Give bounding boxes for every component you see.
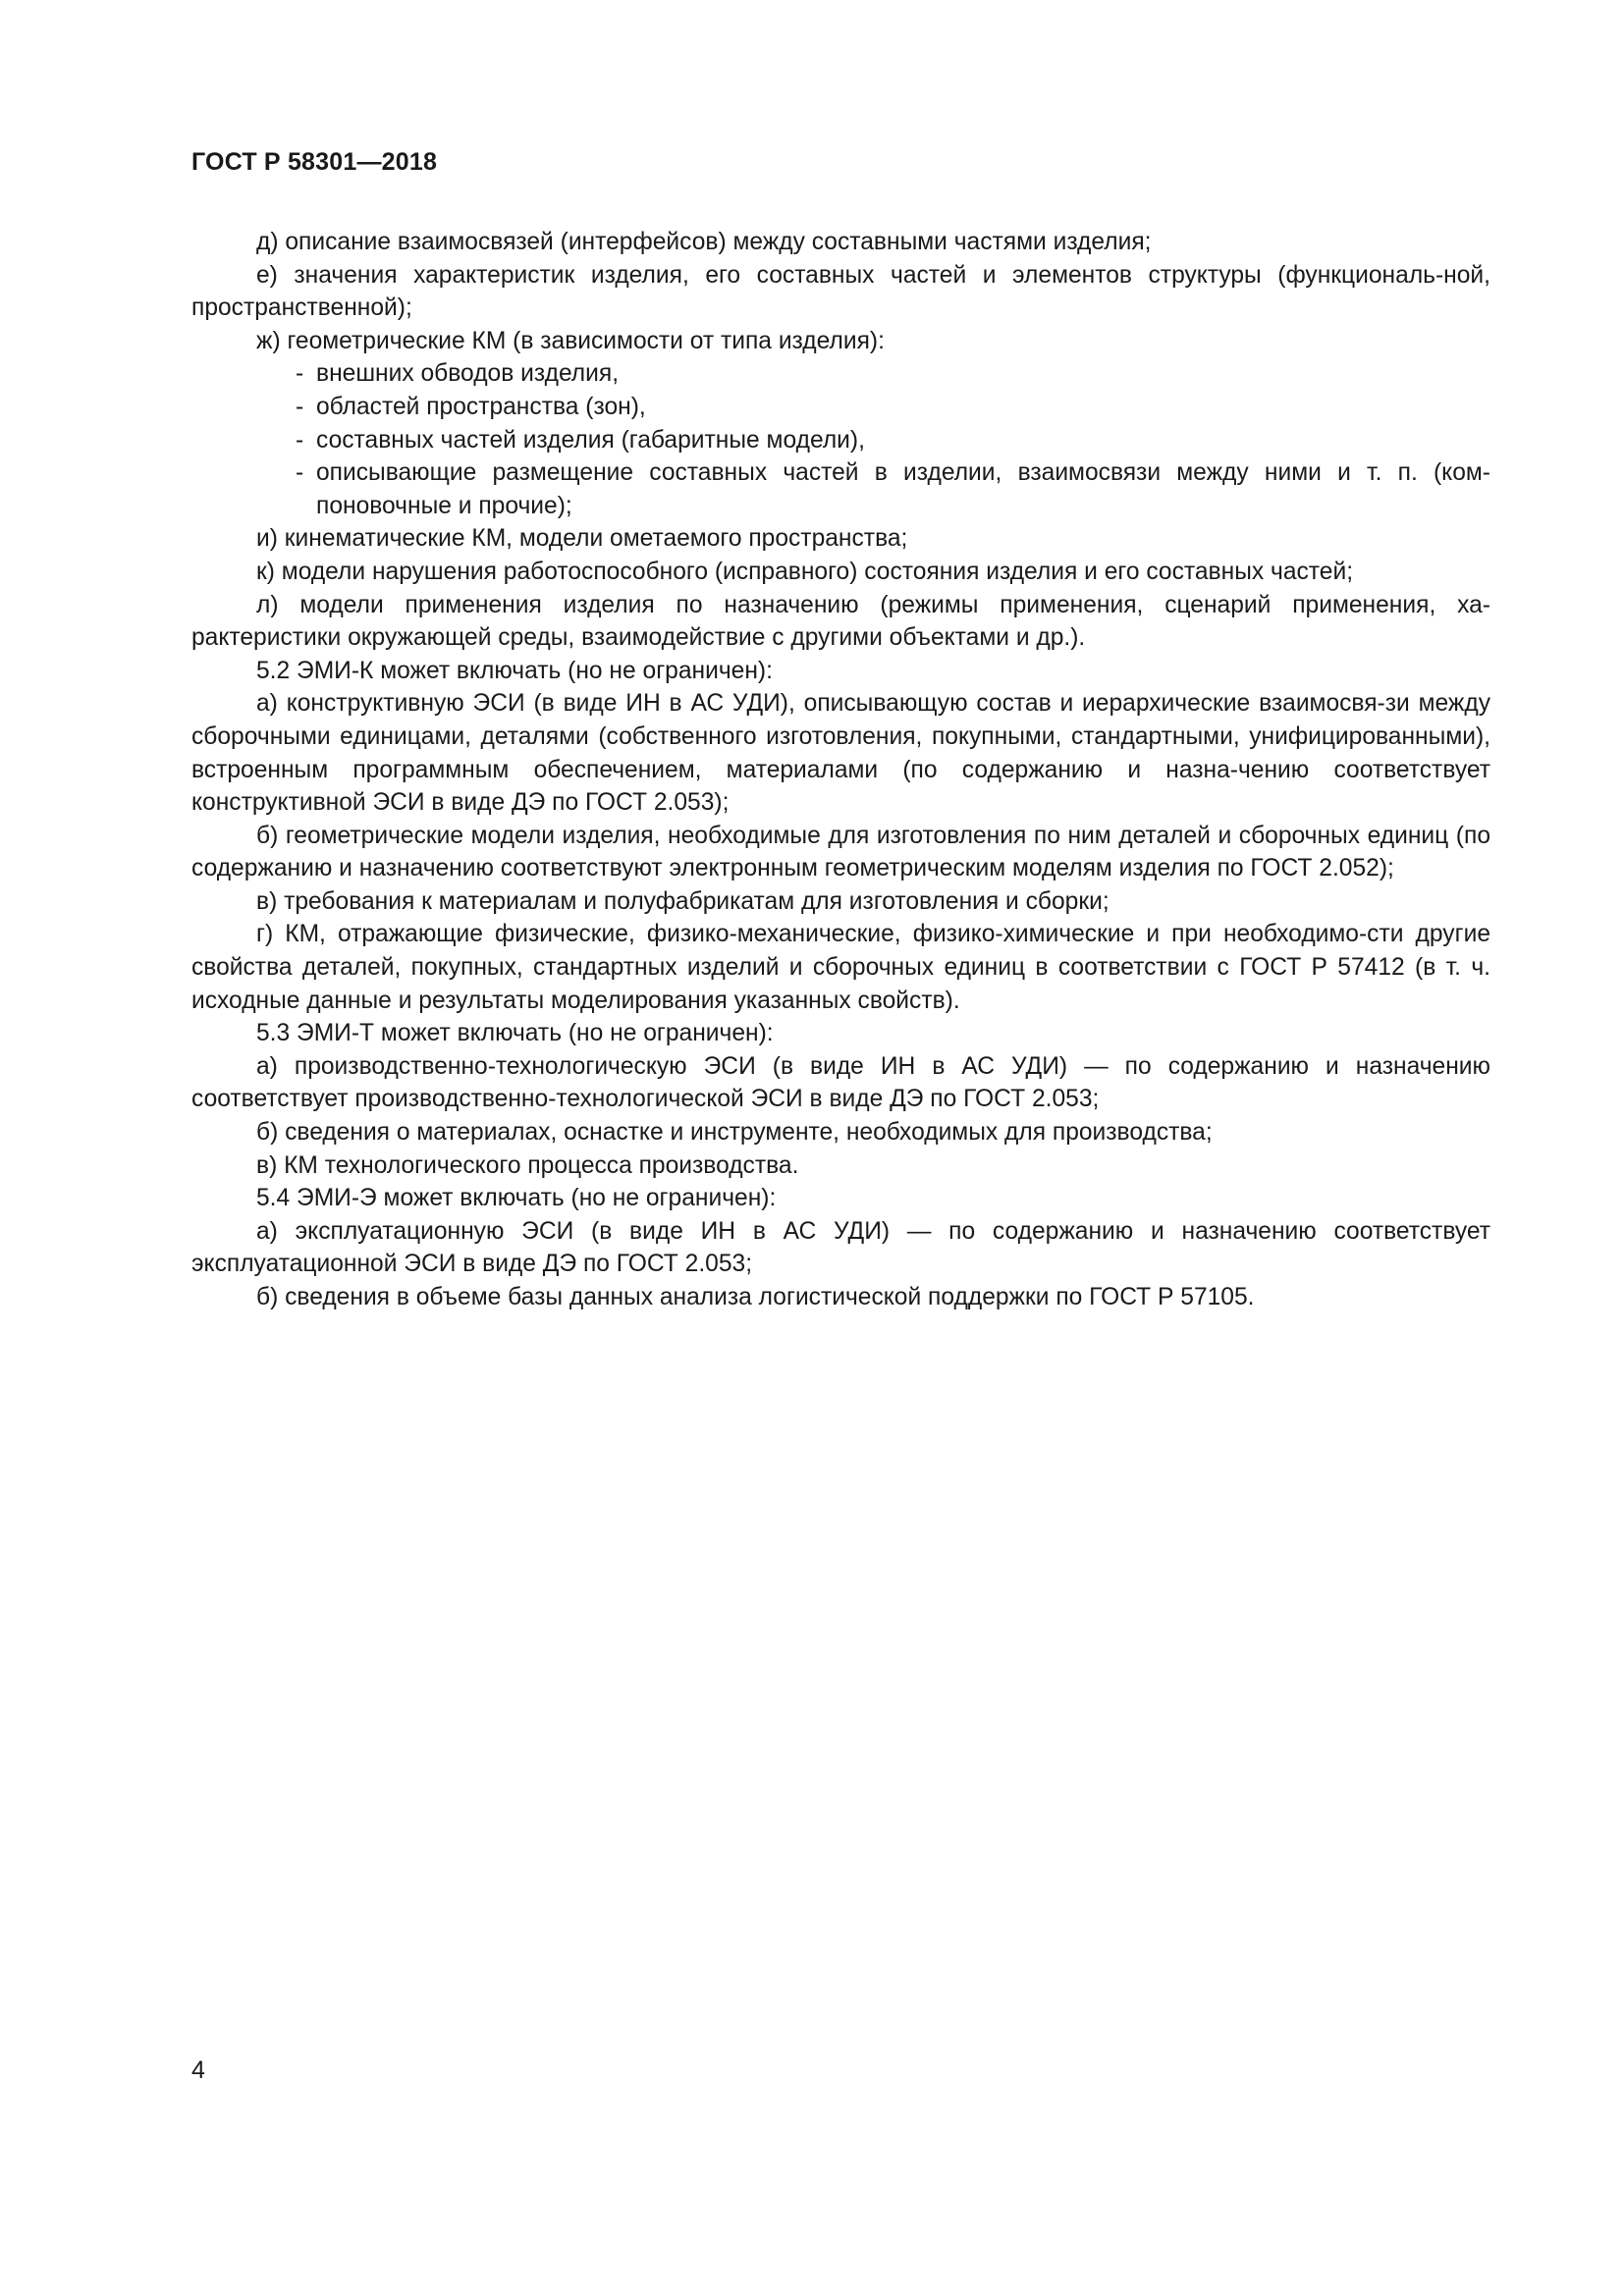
paragraph-5-3-v: в) КМ технологического процесса производства. xyxy=(256,1151,799,1179)
paragraph-e: е) значения характеристик изделия, его составных частей и элементов структуры (функциональ-ной, пространственной); xyxy=(191,261,1490,322)
list-item-text: внешних обводов изделия, xyxy=(316,360,620,388)
list-item xyxy=(191,357,1490,391)
paragraph-5-4-a: а) эксплуатационную ЭСИ (в виде ИН в АС УДИ) — по содержанию и назначению соответствует эксплуатационной ЭСИ в виде ДЭ по ГОСТ 2.053; xyxy=(191,1217,1490,1278)
page-number: 4 xyxy=(191,2056,205,2084)
list-item xyxy=(191,456,1490,522)
list-item-text: составных частей изделия (габаритные модели), xyxy=(316,426,865,454)
section-5-2: 5.2 ЭМИ-К может включать (но не ограничен): xyxy=(256,657,773,684)
section-5-3: 5.3 ЭМИ-Т может включать (но не ограничен): xyxy=(256,1020,774,1047)
section-5-4: 5.4 ЭМИ-Э может включать (но не ограничен): xyxy=(256,1185,777,1212)
paragraph-i: и) кинематические КМ, модели ометаемого пространства; xyxy=(256,525,908,553)
paragraph-k: к) модели нарушения работоспособного (исправного) состояния изделия и его составных частей; xyxy=(256,558,1354,585)
paragraph-5-3-b: б) сведения о материалах, оснастке и инструменте, необходимых для производства; xyxy=(256,1119,1213,1147)
list-item xyxy=(191,424,1490,457)
list-item-text: областей пространства (зон), xyxy=(316,393,646,420)
document-code-header: ГОСТ Р 58301—2018 xyxy=(191,148,438,176)
document-body xyxy=(191,226,1490,1314)
paragraph-5-2-g: г) КМ, отражающие физические, физико-механические, физико-химические и при необходимо-сти другие свойства деталей, покупных, стандартных изделий и сборочных единиц в соответствии с ГОСТ Р 57412 (в т. ч. исходные данные и результаты моделирования указанных свойств). xyxy=(191,921,1490,1014)
paragraph-l: л) модели применения изделия по назначению (режимы применения, сценарий применения, ха-рактеристики окружающей среды, взаимодействие с другими объектами и др.). xyxy=(191,591,1490,652)
paragraph-d: д) описание взаимосвязей (интерфейсов) между составными частями изделия; xyxy=(256,229,1152,255)
dash-marker: - xyxy=(296,360,304,388)
list-item-text: описывающие размещение составных частей в изделии, взаимосвязи между ними и т. п. (ком-поновочные и прочие); xyxy=(316,459,1490,519)
paragraph-5-2-a: а) конструктивную ЭСИ (в виде ИН в АС УДИ), описывающую состав и иерархические взаимосвя-зи между сборочными единицами, деталями (собственного изготовления, покупными, стандартными, унифицированными), встроенным программным обеспечением, материалами (по содержанию и назна-чению соответствует конструктивной ЭСИ в виде ДЭ по ГОСТ 2.053); xyxy=(191,690,1490,817)
paragraph-5-3-a: а) производственно-технологическую ЭСИ (в виде ИН в АС УДИ) — по содержанию и назначению соответствует производственно-технологической ЭСИ в виде ДЭ по ГОСТ 2.053; xyxy=(191,1052,1490,1113)
paragraph-5-4-b: б) сведения в объеме базы данных анализа логистической поддержки по ГОСТ Р 57105. xyxy=(256,1284,1255,1310)
paragraph-zh: ж) геометрические КМ (в зависимости от типа изделия): xyxy=(256,327,885,354)
list-item xyxy=(191,391,1490,424)
paragraph-5-2-b: б) геометрические модели изделия, необходимые для изготовления по ним деталей и сборочных единиц (по содержанию и назначению соответствуют электронным геометрическим моделям изделия по ГОСТ 2.052); xyxy=(191,822,1490,882)
dash-marker: - xyxy=(296,426,304,454)
dash-marker: - xyxy=(296,459,304,487)
paragraph-5-2-v: в) требования к материалам и полуфабрикатам для изготовления и сборки; xyxy=(256,887,1110,915)
dash-marker: - xyxy=(296,393,304,420)
